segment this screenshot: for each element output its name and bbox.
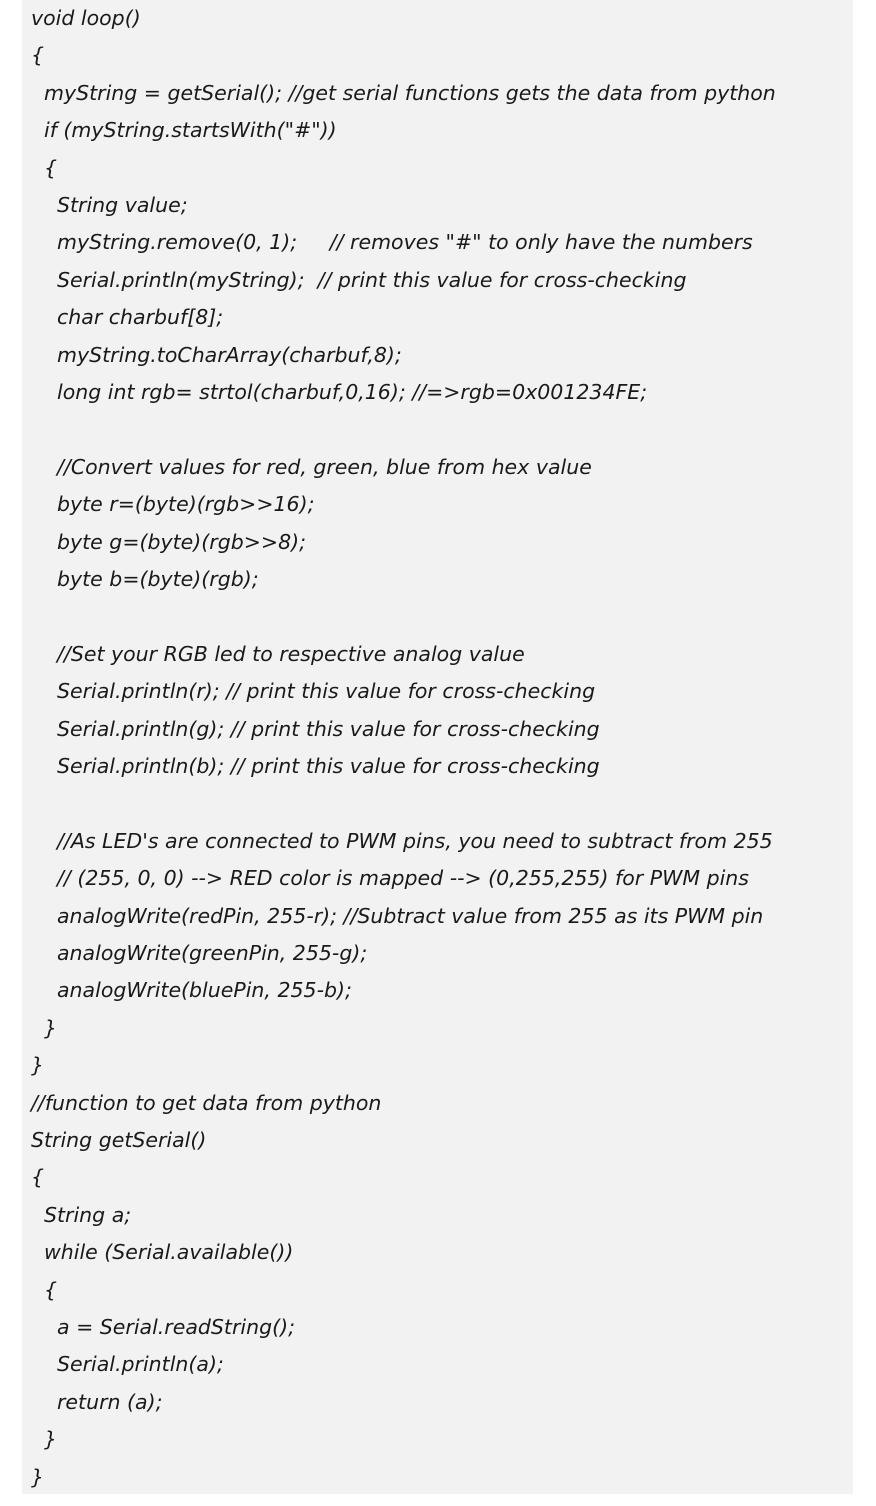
code-line: //Set your RGB led to respective analog value (57, 641, 525, 666)
code-line: String a; (44, 1202, 132, 1227)
code-line: Serial.println(r); // print this value for cross-checking (57, 679, 596, 704)
code-line: byte r=(byte)(rgb>>16); (57, 492, 315, 517)
code-line: myString = getSerial(); //get serial functions gets the data from python (44, 80, 776, 105)
code-line: String value; (57, 193, 188, 217)
code-line: //As LED's are connected to PWM pins, you need to subtract from 255 (57, 828, 773, 853)
code-line: Serial.println(myString); // print this value for cross-checking (57, 267, 687, 292)
code-line: char charbuf[8]; (57, 305, 224, 330)
code-line: analogWrite(greenPin, 255-g); (57, 941, 368, 965)
code-line: } (31, 1464, 45, 1489)
code-line: void loop() (31, 6, 141, 30)
code-line: // (255, 0, 0) --> RED color is mapped --> (0,255,255) for PWM pins (57, 866, 749, 891)
code-line: analogWrite(bluePin, 255-b); (57, 978, 352, 1003)
code-line: { (31, 43, 45, 68)
code-line: Serial.println(a); (57, 1352, 224, 1377)
code-line: } (44, 1015, 58, 1040)
code-line: String getSerial() (31, 1128, 207, 1152)
code-line: analogWrite(redPin, 255-r); //Subtract value from 255 as its PWM pin (57, 903, 764, 928)
code-line: myString.toCharArray(charbuf,8); (57, 342, 402, 367)
code-block (22, 0, 853, 1494)
code-line: myString.remove(0, 1); // removes "#" to only have the numbers (57, 230, 753, 255)
code-line: Serial.println(b); // print this value for cross-checking (57, 754, 600, 778)
code-line: byte g=(byte)(rgb>>8); (57, 529, 307, 554)
code-line: } (44, 1427, 58, 1452)
code-line: } (31, 1053, 45, 1078)
code-line: long int rgb= strtol(charbuf,0,16); //=>rgb=0x001234FE; (57, 380, 648, 404)
code-line: { (44, 1277, 58, 1302)
code-line: { (31, 1165, 45, 1190)
code-line: //function to get data from python (31, 1090, 382, 1115)
code-line: { (44, 155, 58, 180)
code-line: Serial.println(g); // print this value for cross-checking (57, 716, 600, 741)
code-line: a = Serial.readString(); (57, 1315, 295, 1339)
code-line: //Convert values for red, green, blue from hex value (57, 454, 592, 479)
code-line: while (Serial.available()) (44, 1240, 294, 1265)
code-line: if (myString.startsWith("#")) (44, 118, 337, 143)
code-line: byte b=(byte)(rgb); (57, 567, 259, 591)
code-line: return (a); (57, 1389, 163, 1414)
